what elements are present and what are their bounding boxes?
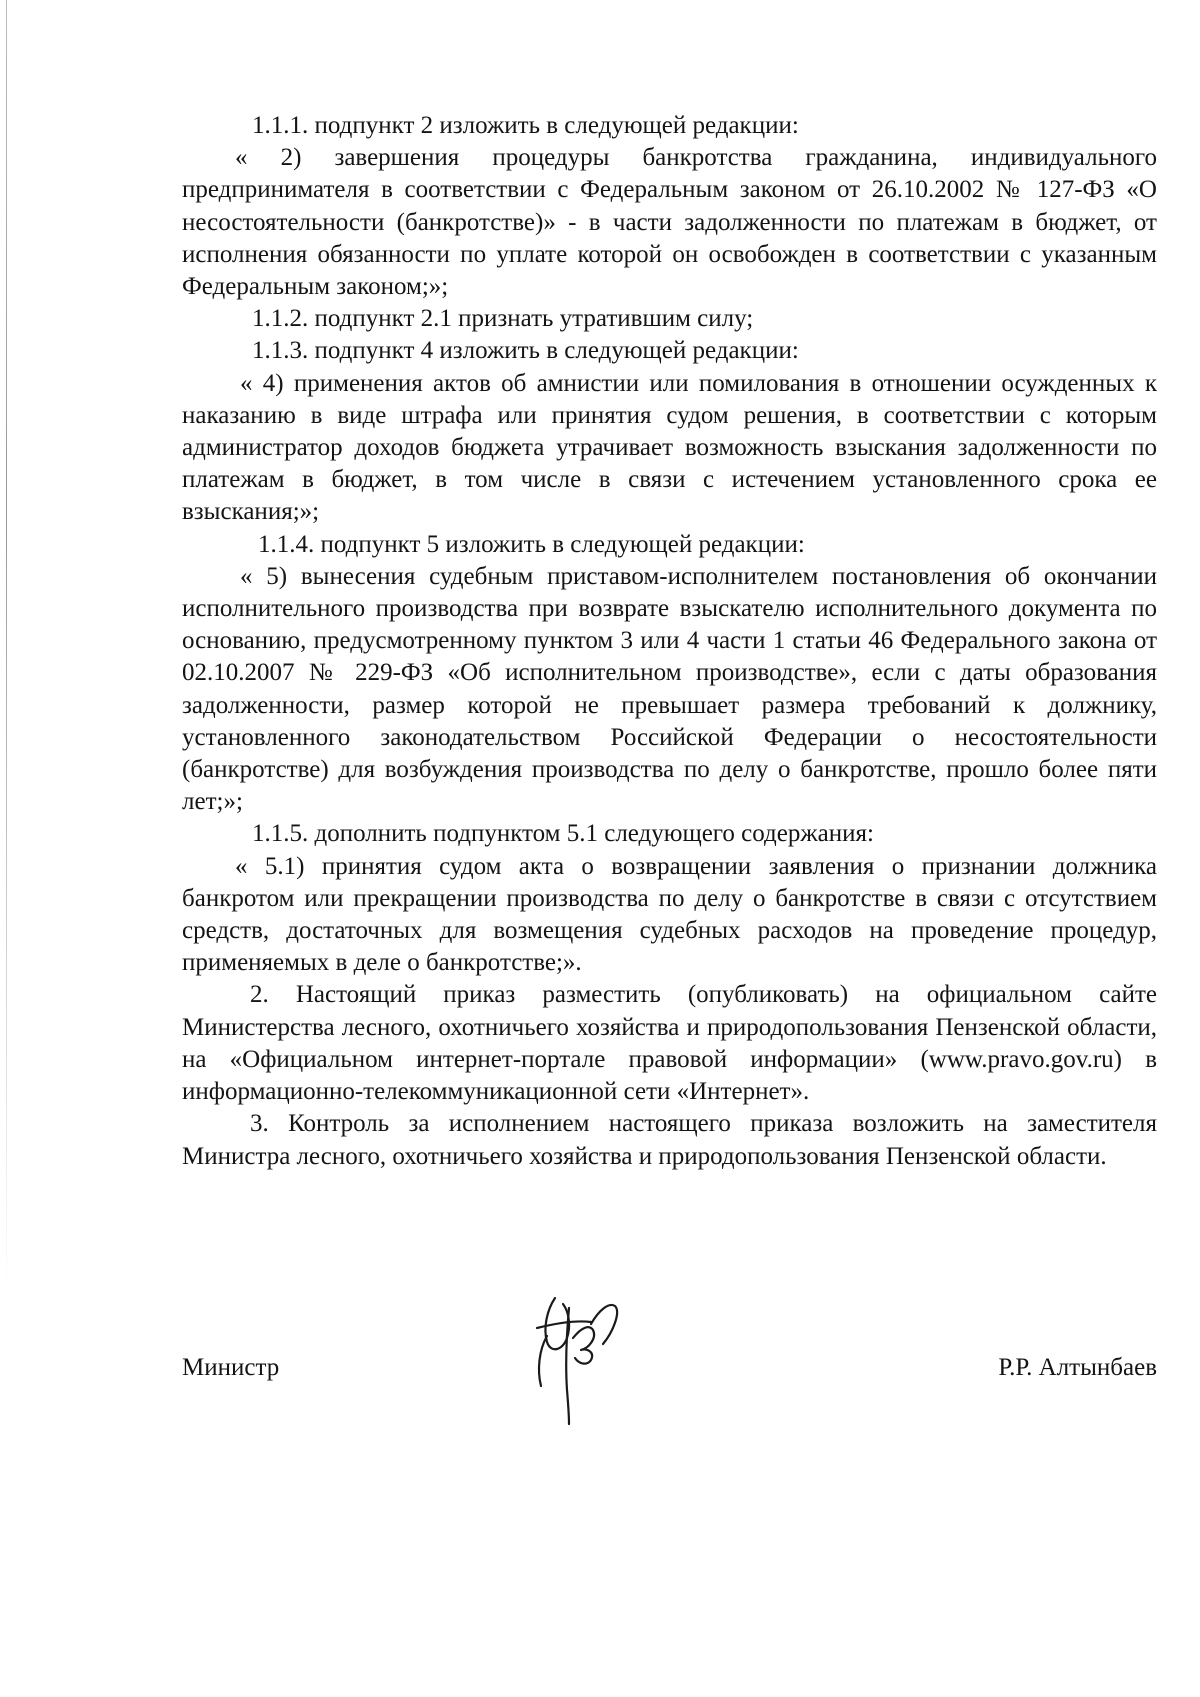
scan-edge-line bbox=[6, 0, 7, 1300]
paragraph-1-1-3: 1.1.3. подпункт 4 изложить в следующей редакции: bbox=[252, 337, 799, 365]
signatory-title: Министр bbox=[182, 1354, 280, 1381]
paragraph-2: 2. Настоящий приказ разместить (опубликовать) на официальном сайте Министерства лесного, охотничьего хозяйства и природопользования Пензенской области, на «Официальном интернет-портале правовой информации» (www.pravo.gov.ru) в информационно-телекоммуникационной сети «Интернет». bbox=[182, 981, 1157, 1106]
paragraph-1-1-1: 1.1.1. подпункт 2 изложить в следующей редакции: bbox=[252, 112, 799, 139]
paragraph-3: 3. Контроль за исполнением настоящего приказа возложить на заместителя Министра лесного, охотничьего хозяйства и природопользования Пензенской области. bbox=[182, 1110, 1157, 1170]
paragraph-1-1-2: 1.1.2. подпункт 2.1 признать утратившим силу; bbox=[252, 305, 754, 333]
handwritten-signature bbox=[517, 1290, 627, 1430]
paragraph-subitem-5: « 5) вынесения судебным приставом-исполнителем постановления об окончании исполнительного производства при возврате взыскателю исполнительного документа по основанию, предусмотренному пунктом 3 или 4 части 1 статьи 46 Федерального закона от 02.10.2007 № 229-ФЗ «Об исполнительном производстве», если с даты образования задолженности, размер которой не превышает размера требований к должнику, установленного законодательством Российской Федерации о несостоятельности (банкротстве) для возбуждения производства по делу о банкротстве, прошло более пяти лет;»; bbox=[182, 562, 1157, 816]
paragraph-subitem-4: « 4) применения актов об амнистии или помилования в отношении осужденных к наказанию в виде штрафа или принятия судом решения, в соответствии с которым администратор доходов бюджета утрачивает возможность взыскания задолженности по платежам в бюджет, в том числе в связи с истечением установленного срока ее взыскания;»; bbox=[182, 369, 1157, 526]
paragraph-subitem-5-1: « 5.1) принятия судом акта о возвращении заявления о признании должника банкротом или прекращении производства по делу о банкротстве в связи с отсутствием средств, достаточных для возмещения судебных расходов на проведение процедур, применяемых в деле о банкротстве;». bbox=[182, 852, 1157, 977]
signature-block bbox=[182, 1340, 1157, 1400]
document-body bbox=[182, 110, 1157, 1173]
paragraph-1-1-4: 1.1.4. подпункт 5 изложить в следующей редакции: bbox=[258, 530, 805, 558]
paragraph-1-1-5: 1.1.5. дополнить подпунктом 5.1 следующего содержания: bbox=[252, 820, 874, 848]
signatory-name: Р.Р. Алтынбаев bbox=[998, 1354, 1157, 1381]
paragraph-subitem-2: « 2) завершения процедуры банкротства гражданина, индивидуального предпринимателя в соответствии с Федеральным законом от 26.10.2002 № 127-ФЗ «О несостоятельности (банкротстве)» - в части задолженности по платежам в бюджет, от исполнения обязанности по уплате которой он освобожден в соответствии с указанным Федеральным законом;»; bbox=[182, 144, 1157, 301]
